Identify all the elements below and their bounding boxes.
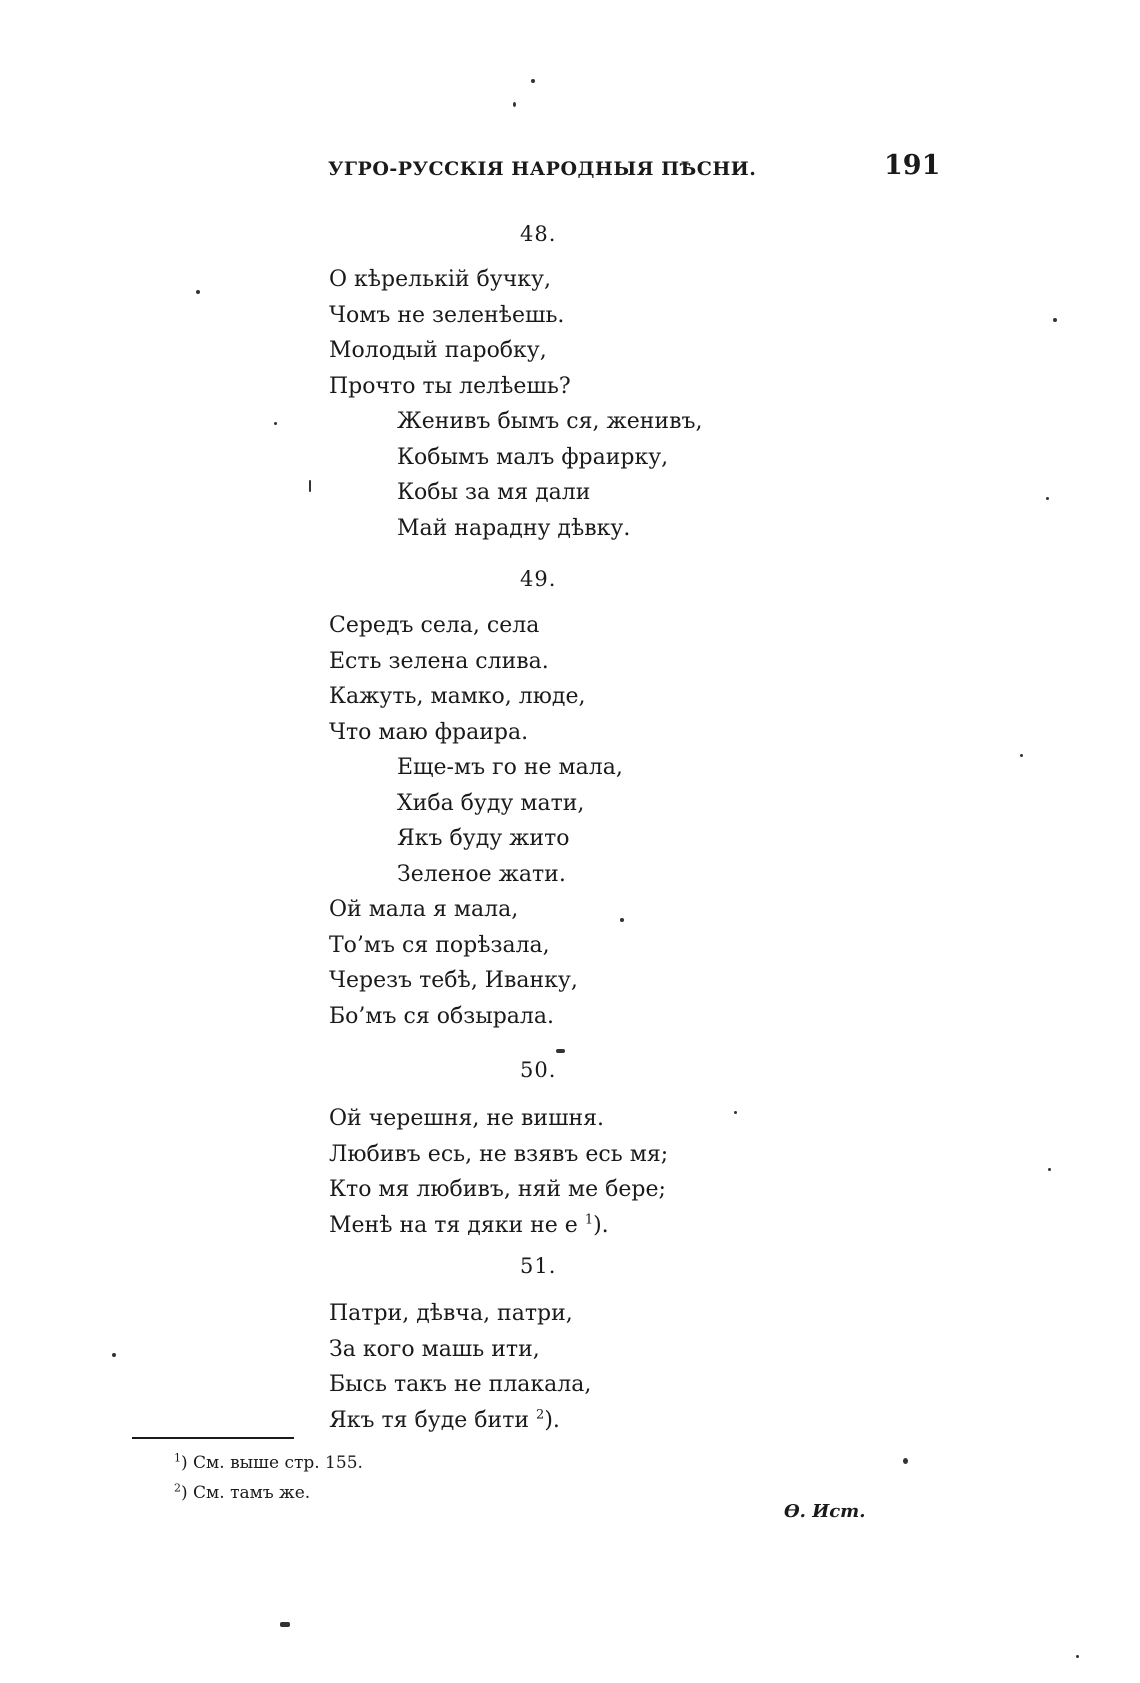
footnote-text: ) См. тамъ же. (181, 1483, 311, 1503)
verse-line: Кажуть, мамко, люде, (329, 684, 586, 709)
running-title: УГРО-РУССКІЯ НАРОДНЫЯ ПѢСНИ. (328, 158, 757, 180)
verse-line: Кобы за мя дали (397, 480, 591, 505)
verse-line: Хиба буду мати, (397, 790, 585, 816)
song-number-48: 48. (520, 222, 557, 246)
page-number: 191 (884, 150, 941, 181)
verse-line: То’мъ ся порѣзала, (329, 932, 550, 958)
verse-text: Менѣ на тя дяки не е (329, 1212, 578, 1238)
verse-line: Ой мала я мала, (329, 897, 519, 922)
verse-line: Кобымъ малъ фраирку, (397, 444, 669, 470)
scan-speck (274, 422, 277, 425)
verse-text: Якъ тя буде бити (329, 1407, 530, 1433)
verse-line: О кѣрелькій бучку, (329, 267, 551, 292)
verse-line: Прочто ты лелѣешь? (329, 373, 571, 399)
footnote-marker: 2 (536, 1407, 545, 1423)
scan-speck (1046, 497, 1049, 500)
scan-speck (620, 918, 624, 922)
song-51-verses (329, 1296, 591, 1438)
scan-speck (1053, 318, 1057, 322)
scan-speck (531, 79, 535, 83)
footnote-2 (174, 1478, 363, 1508)
scan-speck (112, 1353, 116, 1357)
scan-speck (513, 102, 516, 107)
verse-line: Есть зелена слива. (329, 648, 549, 674)
verse-line (329, 1403, 591, 1439)
footnote-divider (132, 1437, 294, 1439)
scan-speck (196, 290, 200, 294)
verse-line: Зеленое жати. (397, 861, 566, 887)
footnote-marker: 1 (174, 1451, 181, 1465)
verse-line: Еще-мъ го не мала, (397, 755, 623, 780)
verse-line: Чомъ не зеленѣешь. (329, 302, 565, 328)
footnote-text: ) См. выше стр. 155. (181, 1453, 363, 1473)
verse-line: Молодый паробку, (329, 338, 547, 363)
footnote-marker: 1 (584, 1212, 594, 1228)
verse-line: Бо’мъ ся обзырала. (329, 1003, 554, 1029)
scan-speck (280, 1622, 290, 1627)
verse-line: Женивъ бымъ ся, женивъ, (397, 409, 703, 434)
song-49-verses (329, 608, 623, 1034)
verse-tail: ). (544, 1407, 560, 1433)
scan-speck (309, 480, 311, 492)
scan-speck (734, 1111, 737, 1114)
scan-speck (1020, 754, 1023, 757)
verse-line: Кто мя любивъ, няй ме бере; (329, 1177, 666, 1202)
verse-line: За кого машь ити, (329, 1336, 540, 1362)
footnote-marker: 2 (174, 1481, 181, 1495)
verse-line: Ой черешня, не вишня. (329, 1106, 605, 1131)
scan-speck (903, 1458, 908, 1464)
scan-speck (1048, 1168, 1051, 1171)
verse-line: Патри, дѣвча, патри, (329, 1301, 573, 1326)
verse-line: Черезъ тебѣ, Иванку, (329, 968, 578, 993)
footnote-1 (174, 1448, 363, 1478)
song-number-51: 51. (520, 1254, 557, 1278)
song-number-50: 50. (520, 1058, 557, 1082)
verse-line: Что маю фраира. (329, 719, 529, 745)
song-50-verses (329, 1101, 668, 1243)
verse-line: Любивъ есь, не взявъ есь мя; (329, 1141, 669, 1167)
footnotes (174, 1448, 363, 1508)
verse-line: Май нарадну дѣвку. (397, 515, 631, 541)
verse-line (329, 1208, 668, 1244)
song-48-verses (329, 262, 702, 546)
collector-signature: Ѳ. Ист. (784, 1501, 866, 1522)
verse-tail: ). (593, 1212, 609, 1238)
verse-line: Бысь такъ не плакала, (329, 1372, 592, 1397)
scan-speck (556, 1049, 565, 1053)
scan-speck (1076, 1655, 1079, 1658)
song-number-49: 49. (520, 567, 557, 591)
verse-line: Якъ буду жито (397, 826, 570, 851)
verse-line: Середъ села, села (329, 613, 540, 638)
